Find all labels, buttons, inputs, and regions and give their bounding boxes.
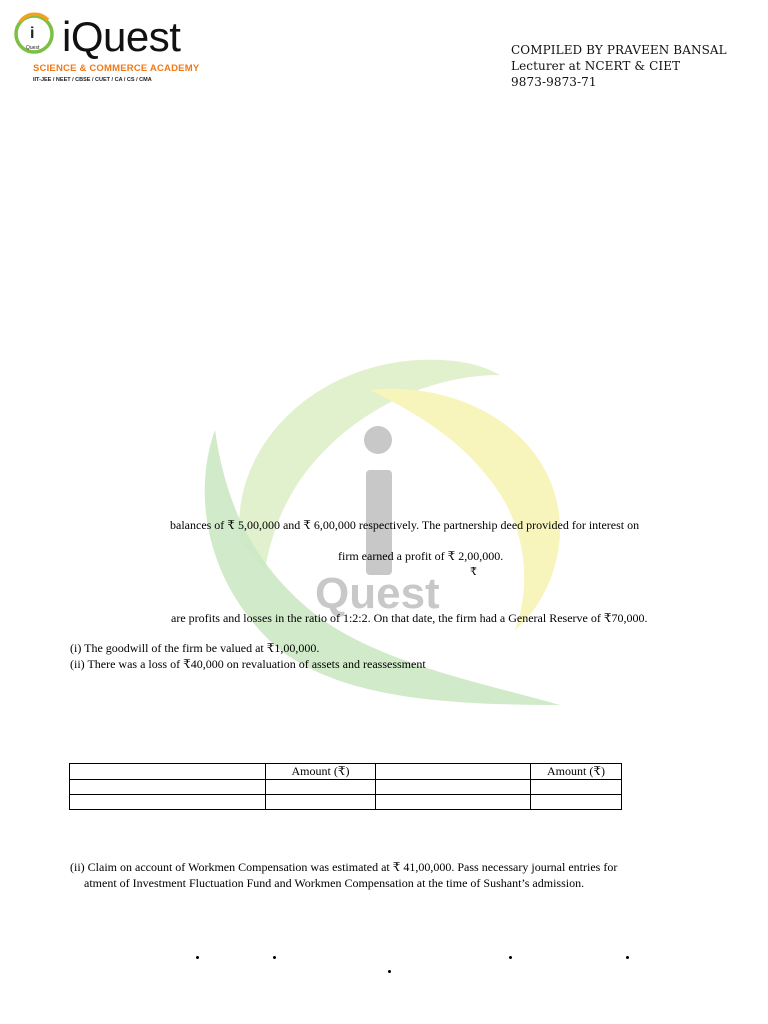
table-cell [70, 780, 266, 795]
phone-number: 9873-9873-71 [511, 75, 597, 89]
ledger-table [69, 763, 622, 810]
stray-dot [273, 956, 276, 959]
body-line-1: balances of ₹ 5,00,000 and ₹ 6,00,000 respectively. The partnership deed provided for interest on [170, 518, 640, 532]
table-cell [531, 795, 622, 810]
compiled-by: COMPILED BY PRAVEEN BANSAL [511, 43, 727, 57]
table-row [70, 780, 622, 795]
logo-mark-letter: i [30, 25, 35, 42]
stray-dot [626, 956, 629, 959]
body-line-2: firm earned a profit of ₹ 2,00,000. [338, 549, 504, 563]
watermark-word: Quest [315, 569, 440, 618]
logo-tagline: SCIENCE & COMMERCE ACADEMY [33, 63, 200, 74]
table-header-row [70, 764, 622, 780]
iquest-logo [12, 10, 252, 90]
table-header-cell [376, 764, 531, 780]
table-row [70, 795, 622, 810]
table-cell [531, 780, 622, 795]
rupee-symbol: ₹ [470, 566, 477, 578]
list-item-goodwill: (i) The goodwill of the firm be valued at ₹1,00,000. [70, 641, 320, 655]
stray-dot [509, 956, 512, 959]
table-header-cell-amount: Amount (₹) [266, 764, 376, 780]
table-cell [376, 780, 531, 795]
designation: Lecturer at NCERT & CIET [511, 59, 681, 73]
body-line-3: are profits and losses in the ratio of 1:2:2. On that date, the firm had a General Reserve of ₹70,000. [171, 611, 648, 625]
list-item-revaluation-loss: (ii) There was a loss of ₹40,000 on revaluation of assets and reassessment [70, 657, 426, 671]
table-cell [376, 795, 531, 810]
table-cell [266, 795, 376, 810]
table-header-cell-amount: Amount (₹) [531, 764, 622, 780]
logo-brand-text: iQuest [62, 13, 181, 60]
stray-dot [388, 970, 391, 973]
table-cell [266, 780, 376, 795]
logo-mark-caption: Quest [26, 45, 40, 51]
logo-mark-icon [12, 10, 60, 56]
stray-dot [196, 956, 199, 959]
workmen-compensation-line-1: (ii) Claim on account of Workmen Compensation was estimated at ₹ 41,00,000. Pass necessary journal entries for [70, 860, 618, 874]
workmen-compensation-line-2: atment of Investment Fluctuation Fund and Workmen Compensation at the time of Sushant’s admission. [84, 876, 585, 890]
logo-subline: IIT-JEE / NEET / CBSE / CUET / CA / CS / CMA [33, 77, 152, 83]
table-cell [70, 795, 266, 810]
table-header-cell [70, 764, 266, 780]
